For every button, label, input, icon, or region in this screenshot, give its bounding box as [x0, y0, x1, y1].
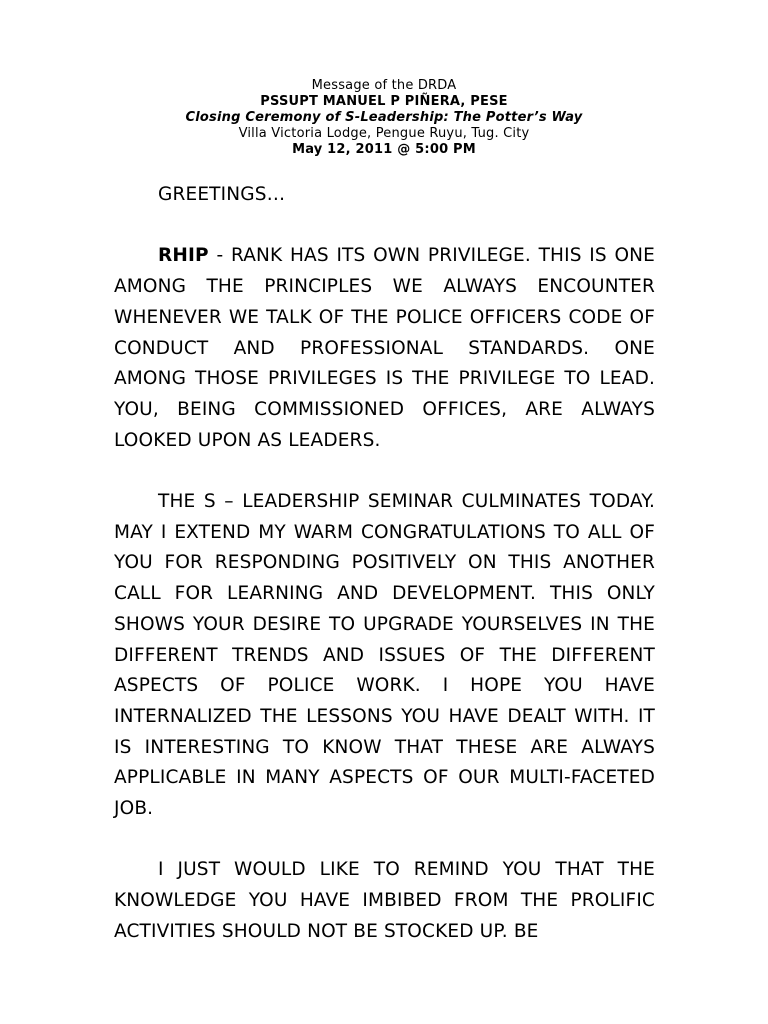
- document-header: [0, 78, 768, 158]
- document-body: [114, 180, 655, 948]
- header-title: Message of the DRDA: [311, 78, 457, 93]
- header-speaker: PSSUPT MANUEL P PIÑERA, PESE: [260, 94, 508, 109]
- header-event: Closing Ceremony of S-Leadership: The Potter’s Way: [185, 110, 583, 125]
- paragraph-seminar: THE S – LEADERSHIP SEMINAR CULMINATES TODAY. MAY I EXTEND MY WARM CONGRATULATIONS TO ALL OF YOU FOR RESPONDING POSITIVELY ON THIS ANOTHER CALL FOR LEARNING AND DEVELOPMENT. THIS ONLY SHOWS YOUR DESIRE TO UPGRADE YOURSELVES IN THE DIFFERENT TRENDS AND ISSUES OF THE DIFFERENT ASPECTS OF POLICE WORK. I HOPE YOU HAVE INTERNALIZED THE LESSONS YOU HAVE DEALT WITH. IT IS INTERESTING TO KNOW THAT THESE ARE ALWAYS APPLICABLE IN MANY ASPECTS OF OUR MULTI-FACETED JOB.: [114, 491, 655, 820]
- paragraph-reminder: I JUST WOULD LIKE TO REMIND YOU THAT THE KNOWLEDGE YOU HAVE IMBIBED FROM THE PROLIFIC ACTIVITIES SHOULD NOT BE STOCKED UP. BE: [114, 859, 655, 942]
- header-date: May 12, 2011 @ 5:00 PM: [292, 142, 476, 157]
- greeting-paragraph: GREETINGS…: [158, 184, 286, 205]
- header-venue: Villa Victoria Lodge, Pengue Ruyu, Tug. City: [238, 126, 530, 141]
- paragraph-lead-term: RHIP: [158, 245, 209, 267]
- paragraph-rhip-text: - RANK HAS ITS OWN PRIVILEGE. THIS IS ONE AMONG THE PRINCIPLES WE ALWAYS ENCOUNTER WHENEVER WE TALK OF THE POLICE OFFICERS CODE OF CONDUCT AND PROFESSIONAL STANDARDS. ONE AMONG THOSE PRIVILEGES IS THE PRIVILEGE TO LEAD. YOU, BEING COMMISSIONED OFFICES, ARE ALWAYS LOOKED UPON AS LEADERS.: [114, 245, 655, 451]
- paragraph-rhip: [114, 241, 655, 456]
